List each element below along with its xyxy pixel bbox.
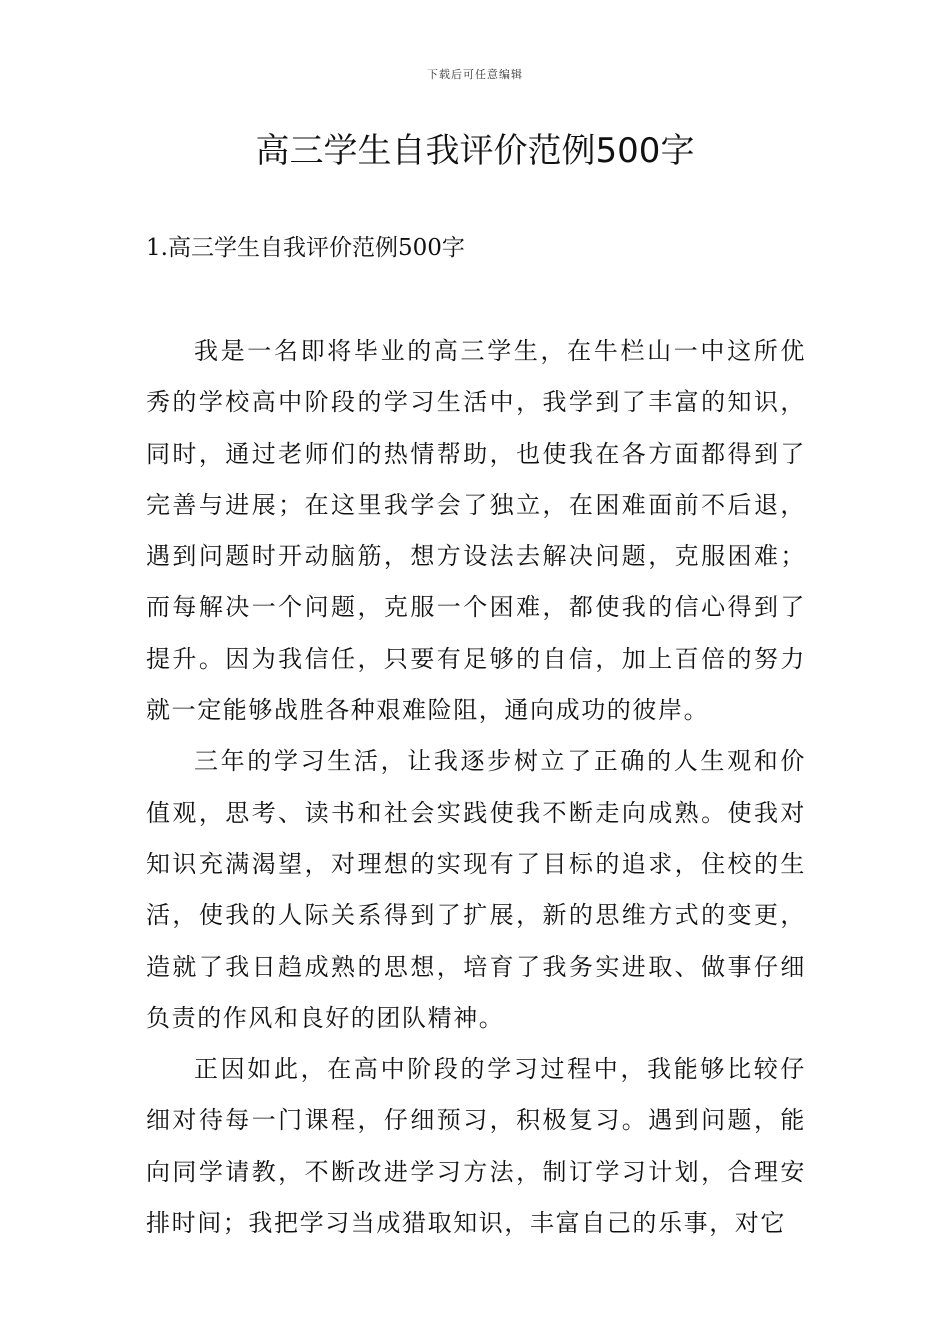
paragraph: 我是一名即将毕业的高三学生，在牛栏山一中这所优秀的学校高中阶段的学习生活中，我学到了丰富的知识，同时，通过老师们的热情帮助，也使我在各方面都得到了完善与进展；在这里我学会了独立，在困难面前不后退，遇到问题时开动脑筋，想方设法去解决问题，克服困难；而每解决一个问题，克服一个困难，都使我的信心得到了提升。因为我信任，只要有足够的自信，加上百倍的努力就一定能够战胜各种艰难险阻，通向成功的彼岸。	[146, 337, 806, 725]
body-text	[146, 326, 806, 1249]
header-note: 下载后可任意编辑	[427, 68, 523, 81]
page-title: 高三学生自我评价范例500字	[255, 131, 695, 171]
section-heading: 1.高三学生自我评价范例500字	[146, 235, 465, 261]
paragraph: 正因如此，在高中阶段的学习过程中，我能够比较仔细对待每一门课程，仔细预习，积极复习。遇到问题，能向同学请教，不断改进学习方法，制订学习计划，合理安排时间；我把学习当成猎取知识，丰富自己的乐事，对它	[146, 1055, 806, 1238]
paragraph: 三年的学习生活，让我逐步树立了正确的人生观和价值观，思考、读书和社会实践使我不断走向成熟。使我对知识充满渴望，对理想的实现有了目标的追求，住校的生活，使我的人际关系得到了扩展，新的思维方式的变更，造就了我日趋成熟的思想，培育了我务实进取、做事仔细负责的作风和良好的团队精神。	[146, 747, 806, 1032]
